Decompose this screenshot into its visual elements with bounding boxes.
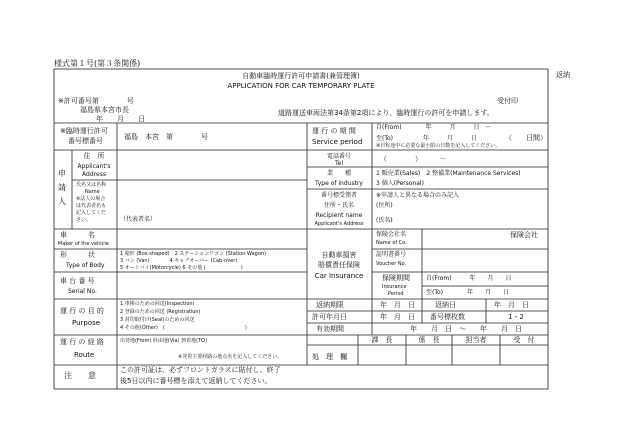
caution-text-1: この許可証は、必ずフロントガラスに貼付し、終了 [120, 366, 281, 374]
recipient-label-2: 住所・氏名 [323, 202, 355, 209]
recipient-label-en-2: Applicant's Address [314, 221, 364, 227]
return-due-value: 年 月 日 [380, 301, 415, 309]
route-note: ※発着主要経路の地点名を記入してください。 [178, 354, 283, 360]
body-option-2: 3 バン (Van) 4 キャブオーバー (Cab-over) [120, 258, 238, 264]
applicant-group-2: 請 [58, 183, 66, 192]
issuer-name: 福島県本宮市長 [80, 106, 129, 114]
insurance-period-label-en-2: Period [388, 291, 404, 297]
maker-label-en: Maker of the vehicle [58, 241, 109, 247]
address-label-en-2: Address [82, 171, 106, 178]
serial-label-en: Serial No. [68, 288, 97, 295]
permit-number-label: ※許可番号第 号 [58, 97, 134, 105]
name-line-2: Name [85, 189, 100, 195]
permit-date-label: 許可年月日 [312, 313, 347, 321]
phone-label: 電話番号 [326, 153, 352, 160]
name-line-5: 記入してくだ [76, 210, 107, 216]
maker-label: 車 名 [60, 231, 95, 239]
processing-col-staff: 担当者 [465, 336, 487, 344]
purpose-option-3: 3 封印取付け(Seal)のための回送 [120, 317, 195, 323]
valid-period-value: 年 月 日 ～ 年 月 日 [410, 325, 522, 333]
industry-option-2: 3 個人(Personal) [376, 180, 424, 187]
service-period-label-en: Service period [312, 138, 363, 146]
service-period-label: 運 行 の 期 間 [312, 127, 356, 135]
purpose-option-2: 2 登録のための回送 (Registration) [120, 309, 201, 315]
processing-col-subchief: 係 長 [418, 336, 440, 344]
body-option-3: 5 オートバイ(Motorcycle) 6 その他 ( ) [120, 265, 243, 271]
insurance-label-1: 自動車損害 [321, 251, 357, 259]
plate-number-label-2: 番号標番号 [68, 137, 103, 145]
return-stamp-label: 返納 [556, 71, 570, 79]
purpose-option-4: 4 その他(Other) ( ) [120, 325, 247, 331]
voucher-label: 証明書番号 [376, 251, 407, 258]
recipient-name-label: (氏名) [376, 217, 393, 224]
title-japanese: 自動車臨時運行許可申請書(兼管理簿) [242, 72, 360, 80]
return-due-label: 返納期限 [316, 301, 344, 309]
representative-label: （代表者名） [120, 216, 157, 223]
phone-label-en: Tel [334, 160, 344, 167]
period-from: 自(From) 年 月 日 ～ [376, 124, 492, 131]
route-label: 運 行 の 経 路 [60, 338, 104, 346]
recipient-note: ※申請人と異なる場合のみ記入 [376, 192, 460, 199]
phone-value: （ ） － [380, 155, 447, 163]
insurance-label-en: Car Insurance [314, 272, 364, 280]
name-line-3: ※法人の場合 [76, 196, 106, 202]
title-english: APPLICATION FOR CAR TEMPORARY PLATE [227, 82, 375, 90]
plate-number-label-1: ※臨時運行許可 [60, 127, 108, 135]
valid-period-label: 有効期間 [316, 325, 344, 333]
name-line-4: は代表者名も [76, 203, 107, 209]
insurance-to: 至(To) 年 月 日 [426, 289, 509, 296]
plates-count-value: 1・2 [508, 313, 524, 321]
plate-number-value: 福島 本宮 第 号 [124, 133, 208, 141]
name-line-1: 氏名又は名称 [76, 182, 107, 188]
insurance-label-2: 賠償責任保険 [318, 261, 360, 269]
permit-date-value: 年 月 日 [380, 313, 415, 321]
application-statement: 道路運送車両法第34条第2項により、臨時運行の許可を申請します。 [278, 109, 494, 117]
purpose-label: 運 行 の 目 的 [60, 307, 104, 315]
industry-option-1: 1 販売業(Sales) 2 整備業(Maintenance Services) [376, 170, 521, 177]
recipient-address-label: (住所) [376, 202, 393, 209]
form-number: 様式第１号(第３条関係) [54, 59, 141, 68]
insurance-from: 自(From) 年 月 日 [426, 275, 512, 282]
address-label-en-1: Applicant's [77, 163, 111, 170]
address-label: 住 所 [83, 152, 105, 160]
return-date-label: 返納日 [435, 301, 456, 309]
voucher-label-en: Voucher No. [376, 261, 407, 267]
applicant-group-1: 申 [58, 169, 66, 178]
name-line-6: さい。 [76, 217, 92, 223]
processing-label: 処 理 欄 [312, 353, 347, 361]
receipt-stamp-label: 受付印 [497, 97, 518, 105]
plates-count-label: 番号標枚数 [430, 313, 465, 321]
recipient-label: 番号標受領者 [320, 192, 358, 199]
caution-label: 注 意 [64, 371, 96, 380]
industry-label-en: Type of industry [315, 180, 363, 187]
caution-text-2: 後5日以内に番号標を添えて返納してください。 [120, 377, 272, 385]
purpose-option-1: 1 車検のための回送(Inspection) [120, 301, 195, 307]
body-type-label: 形 状 [60, 251, 95, 259]
route-label-en: Route [74, 351, 95, 359]
insurance-company-label-en: Name of Co. [376, 240, 407, 246]
body-option-1: 1 箱形 (Box-shaped) 2 ステーションワゴン (Station Wagon) [120, 251, 267, 257]
industry-label: 業 種 [326, 170, 352, 177]
purpose-label-en: Purpose [72, 319, 101, 327]
period-note: ※日程途中に必要な最小限の日数を記入してください。 [376, 143, 501, 149]
insurance-period-label-en-1: Insurance [382, 284, 407, 290]
recipient-label-en-1: Recipient name [315, 212, 363, 219]
insurance-company-value: 保険会社 [510, 231, 538, 239]
serial-label: 車 台 番 号 [60, 277, 95, 285]
insurance-period-label: 保険期間 [382, 274, 410, 282]
processing-col-reception: 受 付 [513, 336, 535, 344]
route-value: 出発地(From) 経由地(Via) 到着地(TO) [120, 338, 208, 344]
insurance-company-label: 保険会社名 [376, 231, 407, 238]
return-date-value: 年 月 日 [494, 301, 529, 309]
period-days: （ 日間） [505, 134, 547, 142]
body-type-label-en: Type of Body [66, 262, 105, 269]
applicant-group-3: 人 [58, 197, 66, 206]
application-date: 年 月 日 [96, 115, 145, 123]
processing-col-chief: 課 長 [371, 336, 393, 344]
period-to: 至(To) 年 月 日 [376, 135, 477, 142]
